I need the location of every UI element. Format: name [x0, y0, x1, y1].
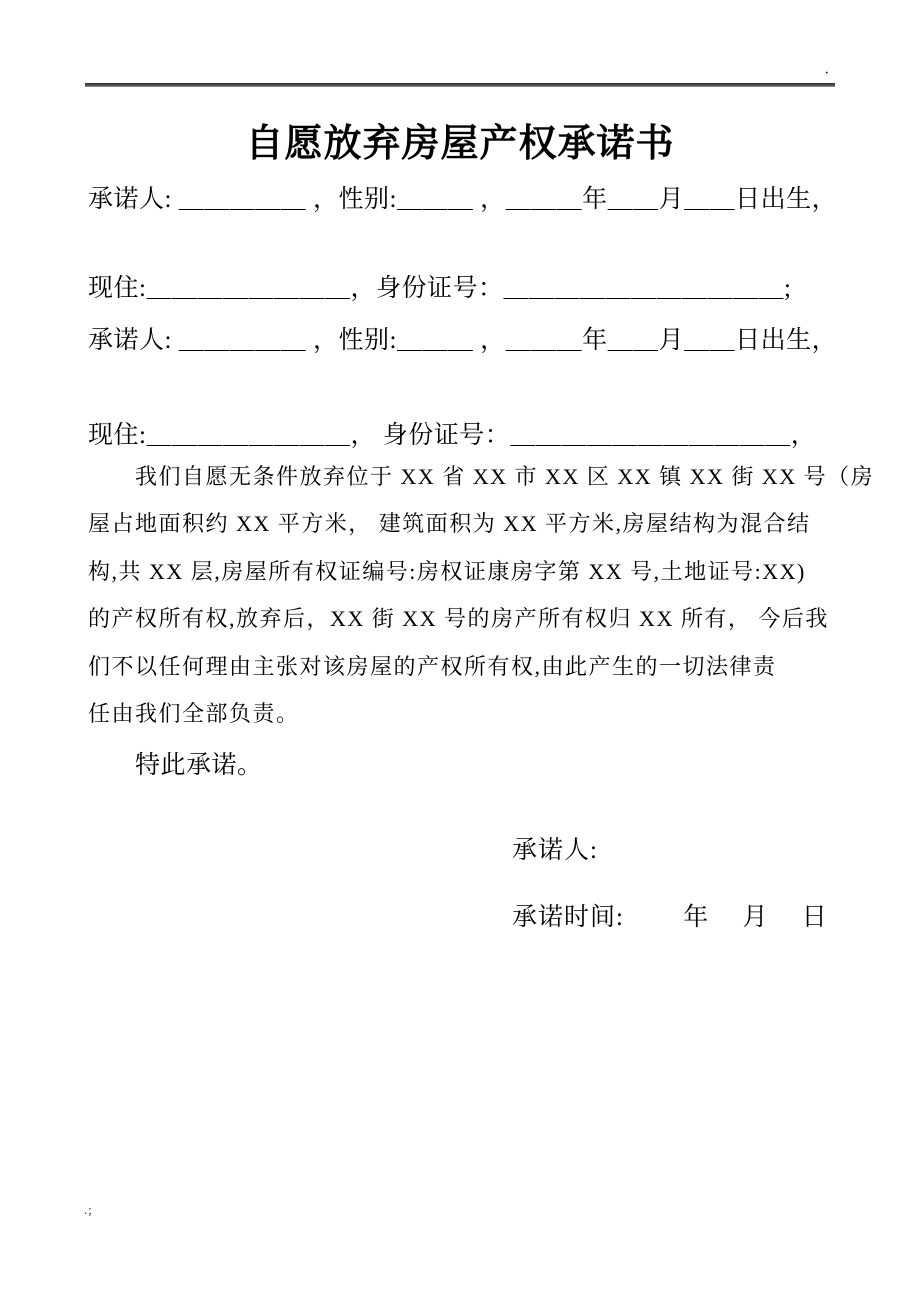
promisor-line-1: 承诺人: ＿＿＿＿＿ ，性别:＿＿＿ ，＿＿＿年＿＿月＿＿日出生， — [88, 186, 838, 213]
address-line-1: 现住:＿＿＿＿＿＿＿＿，身份证号：＿＿＿＿＿＿＿＿＿＿＿; — [88, 275, 792, 302]
signature-date-line: 承诺时间: 年 月 日 — [512, 904, 828, 931]
address-line-2: 现住:＿＿＿＿＿＿＿＿， 身份证号：＿＿＿＿＿＿＿＿＿＿＿， — [88, 422, 817, 449]
header-dot-mark: · — [824, 65, 830, 82]
footer-mark: .; — [84, 1202, 93, 1217]
body-paragraph-line: 屋占地面积约 XX 平方米， 建筑面积为 XX 平方米,房屋结构为混合结 — [88, 511, 811, 536]
signature-name-label: 承诺人: — [512, 837, 598, 864]
body-paragraph-line: 构,共 XX 层,房屋所有权证编号:房权证康房字第 XX 号,土地证号:XX) — [88, 559, 806, 584]
header-rule — [85, 83, 835, 87]
closing-line: 特此承诺。 — [135, 752, 263, 779]
body-paragraph-line: 们不以任何理由主张对该房屋的产权所有权,由此产生的一切法律责 — [88, 654, 777, 679]
body-paragraph-line: 我们自愿无条件放弃位于 XX 省 XX 市 XX 区 XX 镇 XX 街 XX 号（房 — [135, 464, 875, 489]
body-paragraph-line: 的产权所有权,放弃后，XX 街 XX 号的房产所有权归 XX 所有， 今后我 — [88, 606, 829, 631]
page-title: 自愿放弃房屋产权承诺书 — [245, 123, 675, 165]
body-paragraph-line: 任由我们全部负责。 — [88, 701, 300, 726]
promisor-line-2: 承诺人: ＿＿＿＿＿ ，性别:＿＿＿ ，＿＿＿年＿＿月＿＿日出生， — [88, 327, 838, 354]
